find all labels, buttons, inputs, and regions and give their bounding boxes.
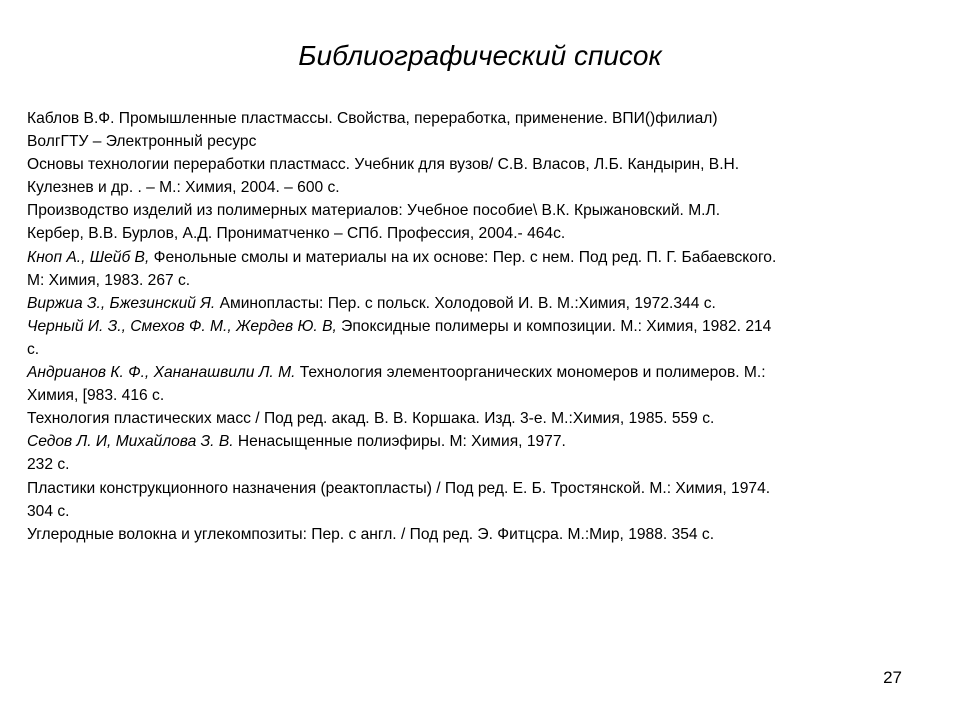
entry-continuation: Кулезнев и др. . – М.: Химия, 2004. – 600 с. <box>27 179 340 197</box>
bibliography-entry <box>27 107 942 153</box>
entry-continuation: 304 с. <box>27 502 70 520</box>
bibliography-entry <box>27 477 942 523</box>
entry-authors: Седов Л. И, Михайлова З. В. <box>27 433 234 451</box>
entry-continuation: ВолгГТУ – Электронный ресурс <box>27 133 257 151</box>
entry-continuation: Химия, [983. 416 с. <box>27 387 165 405</box>
entry-text: Аминопласты: Пер. с польск. Холодовой И. В. М.:Химия, 1972.344 с. <box>215 294 716 312</box>
page-number: 27 <box>883 668 902 687</box>
entry-authors: Черный И. З., Смехов Ф. М., Жердев Ю. В, <box>27 317 337 335</box>
bibliography-entry <box>27 361 942 407</box>
bibliography-entry <box>27 292 942 315</box>
entry-continuation: 232 с. <box>27 456 70 474</box>
bibliography-entry <box>27 315 942 361</box>
entry-continuation: с. <box>27 340 40 358</box>
entry-text: Производство изделий из полимерных материалов: Учебное пособие\ В.К. Крыжановский. М.Л. <box>27 202 721 220</box>
bibliography-entry <box>27 407 942 430</box>
entry-text: Основы технологии переработки пластмасс. Учебник для вузов/ С.В. Власов, Л.Б. Кандырин, В.Н. <box>27 156 740 174</box>
entry-text: Каблов В.Ф. Промышленные пластмассы. Свойства, переработка, применение. ВПИ()филиал) <box>27 110 718 127</box>
bibliography-entry <box>27 246 942 292</box>
bibliography-list <box>27 107 942 546</box>
entry-authors: Андрианов К. Ф., Хананашвили Л. М. <box>27 364 296 382</box>
entry-continuation: М: Химия, 1983. 267 с. <box>27 271 191 289</box>
entry-text: Ненасыщенные полиэфиры. М: Химия, 1977. <box>233 433 566 451</box>
entry-text: Технология элементоорганических мономеров и полимеров. М.: <box>295 364 766 382</box>
entry-text: Эпоксидные полимеры и композиции. М.: Химия, 1982. 214 <box>336 317 772 335</box>
entry-text: Углеродные волокна и углекомпозиты: Пер. с англ. / Под ред. Э. Фитцсра. М.:Мир, 1988. 354 с. <box>27 525 715 543</box>
entry-authors: Кноп А., Шейб В, <box>27 248 150 266</box>
bibliography-entry <box>27 430 942 476</box>
entry-text: Пластики конструкционного назначения (реактопласты) / Под ред. Е. Б. Тростянской. М.: Химия, 1974. <box>27 479 771 497</box>
slide-title: Библиографический список <box>298 40 662 71</box>
bibliography-entry <box>27 199 942 245</box>
entry-text: Фенольные смолы и материалы на их основе: Пер. с нем. Под ред. П. Г. Бабаевского. <box>149 248 777 266</box>
entry-text: Технология пластических масс / Под ред. акад. В. В. Коршака. Изд. 3-е. М.:Химия, 1985. 559 с. <box>27 410 715 428</box>
entry-authors: Виржиа З., Бжезинский Я. <box>27 294 216 312</box>
entry-continuation: Кербер, В.В. Бурлов, А.Д. Прониматченко – СПб. Профессия, 2004.- 464с. <box>27 225 566 243</box>
bibliography-entry <box>27 523 942 546</box>
bibliography-entry <box>27 153 942 199</box>
